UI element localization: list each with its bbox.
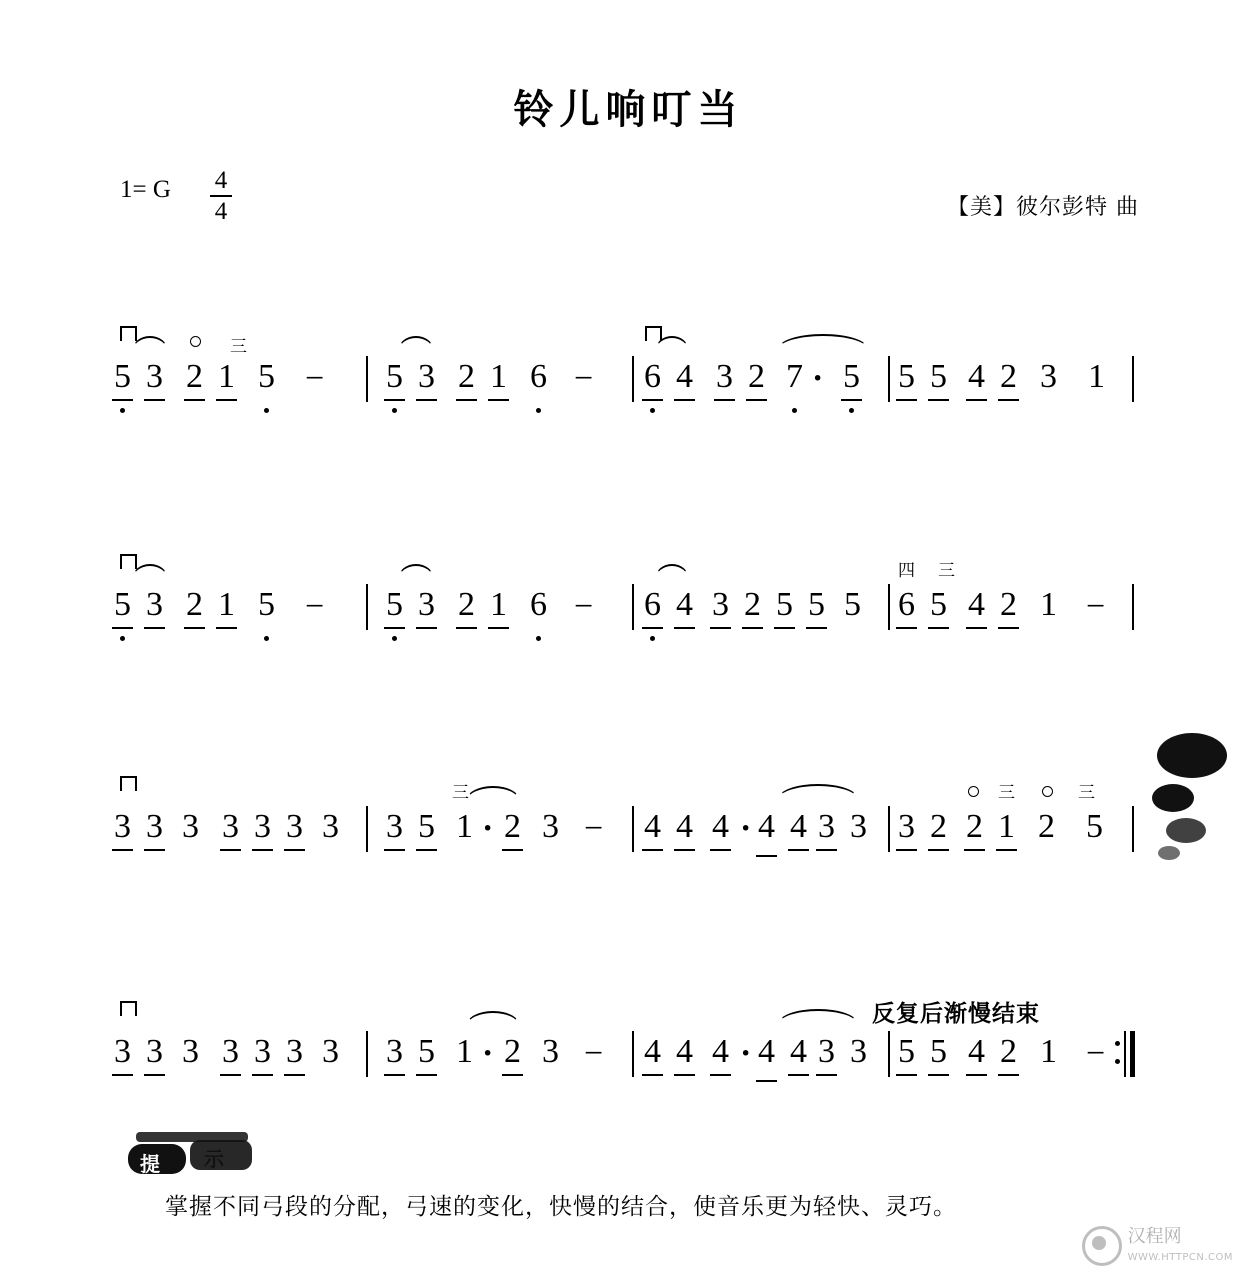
note: 4 bbox=[968, 358, 985, 395]
barline bbox=[366, 1031, 368, 1077]
note: 2 bbox=[504, 808, 521, 845]
note: 4 bbox=[644, 808, 661, 845]
note: 5 bbox=[930, 358, 947, 395]
note: 5 bbox=[258, 586, 275, 623]
sustain-dash: − bbox=[1086, 588, 1106, 625]
note: 6 bbox=[644, 358, 661, 395]
tip-badge-char-1: 提 bbox=[140, 1152, 160, 1176]
fingering-mark: 三 bbox=[998, 783, 1015, 803]
dotted-rhythm-dot: · bbox=[740, 810, 752, 847]
note: 2 bbox=[1000, 1033, 1017, 1070]
repeat-dot-lower bbox=[1115, 1059, 1120, 1064]
note: 4 bbox=[676, 1033, 693, 1070]
note: 3 bbox=[114, 808, 131, 845]
slur-mark bbox=[398, 336, 434, 351]
slur-mark bbox=[655, 564, 689, 579]
slur-mark bbox=[778, 1009, 858, 1024]
note: 3 bbox=[386, 808, 403, 845]
watermark-url: WWW.HTTPCN.COM bbox=[1127, 1251, 1233, 1263]
slur-mark bbox=[466, 786, 520, 801]
note: 4 bbox=[758, 808, 775, 845]
note: 2 bbox=[748, 358, 765, 395]
note: 5 bbox=[930, 586, 947, 623]
note: 2 bbox=[1000, 358, 1017, 395]
dotted-rhythm-dot: · bbox=[740, 1035, 752, 1072]
note: 4 bbox=[676, 358, 693, 395]
note: 3 bbox=[254, 1033, 271, 1070]
note: 3 bbox=[146, 1033, 163, 1070]
watermark bbox=[1082, 1226, 1233, 1266]
note: 4 bbox=[790, 808, 807, 845]
note: 5 bbox=[386, 358, 403, 395]
note: 3 bbox=[418, 586, 435, 623]
note: 1 bbox=[1088, 358, 1105, 395]
note: 2 bbox=[458, 586, 475, 623]
score-system-3 bbox=[0, 780, 1257, 910]
note: 3 bbox=[146, 586, 163, 623]
note: 4 bbox=[712, 1033, 729, 1070]
note: 1 bbox=[490, 358, 507, 395]
fingering-mark: 四 bbox=[898, 561, 915, 581]
score-system-2 bbox=[0, 558, 1257, 688]
slur-mark bbox=[778, 334, 868, 349]
repeat-dot-upper bbox=[1115, 1041, 1120, 1046]
note: 4 bbox=[758, 1033, 775, 1070]
barline bbox=[888, 806, 890, 852]
note: 3 bbox=[114, 1033, 131, 1070]
note: 4 bbox=[790, 1033, 807, 1070]
note: 3 bbox=[850, 808, 867, 845]
harmonic-icon bbox=[968, 786, 979, 797]
note: 4 bbox=[968, 1033, 985, 1070]
note: 3 bbox=[716, 358, 733, 395]
note: 5 bbox=[776, 586, 793, 623]
fingering-mark: 三 bbox=[452, 783, 469, 803]
repeat-annotation: 反复后渐慢结束 bbox=[872, 1000, 1040, 1027]
composer-credit: 【美】彼尔彭特 曲 bbox=[947, 195, 1139, 220]
fingering-mark: 三 bbox=[1078, 783, 1095, 803]
note: 4 bbox=[676, 808, 693, 845]
time-signature-divider bbox=[210, 195, 232, 197]
note: 3 bbox=[182, 1033, 199, 1070]
note: 6 bbox=[530, 586, 547, 623]
note: 5 bbox=[898, 358, 915, 395]
score-system-1 bbox=[0, 330, 1257, 460]
note: 3 bbox=[322, 1033, 339, 1070]
time-signature bbox=[205, 168, 237, 224]
sustain-dash: − bbox=[305, 588, 325, 625]
dotted-rhythm-dot: · bbox=[482, 1035, 494, 1072]
note: 3 bbox=[898, 808, 915, 845]
note: 3 bbox=[818, 808, 835, 845]
note: 1 bbox=[218, 586, 235, 623]
sustain-dash: − bbox=[584, 810, 604, 847]
note: 2 bbox=[458, 358, 475, 395]
down-bow-icon bbox=[120, 554, 137, 569]
barline bbox=[632, 1031, 634, 1077]
note: 1 bbox=[490, 586, 507, 623]
note: 2 bbox=[744, 586, 761, 623]
note: 3 bbox=[322, 808, 339, 845]
note: 3 bbox=[850, 1033, 867, 1070]
note: 1 bbox=[456, 808, 473, 845]
sustain-dash: − bbox=[305, 360, 325, 397]
down-bow-icon bbox=[645, 326, 662, 341]
note: 1 bbox=[218, 358, 235, 395]
note: 3 bbox=[146, 808, 163, 845]
watermark-logo-icon bbox=[1082, 1226, 1122, 1266]
note: 3 bbox=[1040, 358, 1057, 395]
note: 1 bbox=[456, 1033, 473, 1070]
sustain-dash: − bbox=[574, 588, 594, 625]
note: 5 bbox=[808, 586, 825, 623]
barline bbox=[1132, 356, 1134, 402]
note: 5 bbox=[844, 586, 861, 623]
note: 2 bbox=[930, 808, 947, 845]
score-system-4 bbox=[0, 1000, 1257, 1135]
note: 5 bbox=[898, 1033, 915, 1070]
fingering-mark: 三 bbox=[230, 337, 247, 357]
down-bow-icon bbox=[120, 326, 137, 341]
note: 2 bbox=[1038, 808, 1055, 845]
barline bbox=[1132, 584, 1134, 630]
down-bow-icon bbox=[120, 776, 137, 791]
note: 5 bbox=[1086, 808, 1103, 845]
note: 3 bbox=[418, 358, 435, 395]
barline bbox=[632, 806, 634, 852]
barline bbox=[632, 356, 634, 402]
sustain-dash: − bbox=[574, 360, 594, 397]
note: 6 bbox=[644, 586, 661, 623]
dotted-rhythm-dot: · bbox=[482, 810, 494, 847]
note: 2 bbox=[186, 586, 203, 623]
time-signature-numerator: 4 bbox=[214, 167, 228, 194]
barline-thin bbox=[1124, 1031, 1126, 1077]
note: 2 bbox=[966, 808, 983, 845]
barline bbox=[366, 584, 368, 630]
note: 5 bbox=[114, 358, 131, 395]
note: 3 bbox=[818, 1033, 835, 1070]
barline bbox=[888, 1031, 890, 1077]
ink-blob bbox=[1166, 818, 1206, 843]
note: 2 bbox=[1000, 586, 1017, 623]
note: 3 bbox=[222, 1033, 239, 1070]
note: 4 bbox=[676, 586, 693, 623]
tip-badge-char-2: 示 bbox=[204, 1147, 224, 1171]
note: 5 bbox=[843, 358, 860, 395]
note: 4 bbox=[968, 586, 985, 623]
down-bow-icon bbox=[120, 1001, 137, 1016]
slur-mark bbox=[778, 784, 858, 799]
note: 3 bbox=[542, 808, 559, 845]
note: 6 bbox=[530, 358, 547, 395]
harmonic-icon bbox=[190, 336, 201, 347]
note: 3 bbox=[146, 358, 163, 395]
note: 3 bbox=[712, 586, 729, 623]
ink-blob bbox=[1157, 733, 1227, 778]
barline bbox=[632, 584, 634, 630]
note: 7 bbox=[786, 358, 803, 395]
slur-mark bbox=[466, 1011, 520, 1026]
note: 3 bbox=[254, 808, 271, 845]
note: 1 bbox=[1040, 1033, 1057, 1070]
note: 4 bbox=[712, 808, 729, 845]
watermark-name: 汉程网 bbox=[1127, 1225, 1182, 1247]
time-signature-denominator: 4 bbox=[214, 198, 228, 225]
barline bbox=[1132, 806, 1134, 852]
ink-blob bbox=[1152, 784, 1194, 812]
note: 5 bbox=[418, 808, 435, 845]
sustain-dash: − bbox=[1086, 1035, 1106, 1072]
note: 3 bbox=[286, 1033, 303, 1070]
note: 5 bbox=[258, 358, 275, 395]
barline bbox=[888, 356, 890, 402]
note: 5 bbox=[418, 1033, 435, 1070]
note: 2 bbox=[186, 358, 203, 395]
fingering-mark: 三 bbox=[938, 561, 955, 581]
tip-badge bbox=[128, 1130, 256, 1174]
note: 2 bbox=[504, 1033, 521, 1070]
harmonic-icon bbox=[1042, 786, 1053, 797]
dotted-rhythm-dot: · bbox=[812, 360, 824, 397]
note: 5 bbox=[386, 586, 403, 623]
note: 3 bbox=[286, 808, 303, 845]
slur-mark bbox=[132, 564, 168, 579]
barline bbox=[366, 806, 368, 852]
note: 5 bbox=[930, 1033, 947, 1070]
barline bbox=[366, 356, 368, 402]
barline-thick bbox=[1130, 1031, 1135, 1077]
slur-mark bbox=[132, 336, 168, 351]
note: 5 bbox=[114, 586, 131, 623]
note: 3 bbox=[542, 1033, 559, 1070]
tip-text: 掌握不同弓段的分配，弓速的变化，快慢的结合，使音乐更为轻快、灵巧。 bbox=[165, 1194, 957, 1220]
note: 3 bbox=[222, 808, 239, 845]
barline bbox=[888, 584, 890, 630]
note: 1 bbox=[998, 808, 1015, 845]
page-title: 铃儿响叮当 bbox=[513, 86, 744, 133]
key-signature: 1= G bbox=[120, 176, 171, 203]
note: 6 bbox=[898, 586, 915, 623]
sustain-dash: − bbox=[584, 1035, 604, 1072]
note: 3 bbox=[386, 1033, 403, 1070]
ink-blob bbox=[1158, 846, 1180, 860]
note: 3 bbox=[182, 808, 199, 845]
slur-mark bbox=[398, 564, 434, 579]
note: 4 bbox=[644, 1033, 661, 1070]
note: 1 bbox=[1040, 586, 1057, 623]
